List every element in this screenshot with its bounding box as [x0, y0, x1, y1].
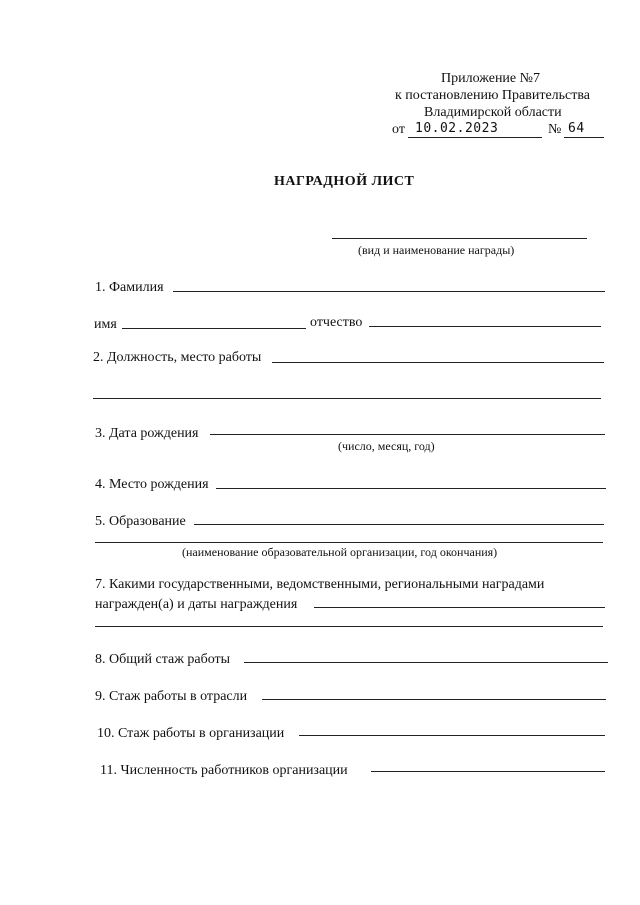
date-underline — [408, 137, 542, 138]
employee-count-label: 11. Численность работников организации — [100, 763, 348, 778]
position-field-continued[interactable] — [93, 398, 601, 399]
education-caption: (наименование образовательной организации, год окончания) — [182, 545, 498, 559]
resolution-date: 10.02.2023 — [415, 121, 499, 136]
industry-experience-label: 9. Стаж работы в отрасли — [95, 689, 248, 704]
education-field-continued[interactable] — [95, 542, 603, 543]
region-line: Владимирской области — [424, 105, 562, 120]
number-underline — [564, 137, 604, 138]
birthplace-field[interactable] — [216, 488, 606, 489]
org-experience-label: 10. Стаж работы в организации — [97, 726, 285, 741]
surname-field[interactable] — [173, 291, 605, 292]
awards-field-continued[interactable] — [95, 626, 603, 627]
award-field[interactable] — [332, 238, 587, 239]
employee-count-field[interactable] — [371, 771, 605, 772]
position-label: 2. Должность, место работы — [93, 350, 262, 365]
name-label: имя — [94, 317, 117, 332]
resolution-line: к постановлению Правительства — [395, 88, 591, 103]
surname-label: 1. Фамилия — [95, 280, 164, 295]
patronymic-label: отчество — [310, 315, 363, 330]
position-field[interactable] — [272, 362, 604, 363]
awards-label-line2: награжден(а) и даты награждения — [95, 597, 298, 612]
awards-field[interactable] — [314, 607, 605, 608]
org-experience-field[interactable] — [299, 735, 605, 736]
total-experience-field[interactable] — [244, 662, 608, 663]
total-experience-label: 8. Общий стаж работы — [95, 652, 231, 667]
name-field[interactable] — [122, 328, 306, 329]
birthdate-field[interactable] — [210, 434, 605, 435]
resolution-number: 64 — [568, 121, 585, 136]
award-caption: (вид и наименование награды) — [358, 243, 515, 257]
appendix-number: Приложение №7 — [441, 71, 540, 86]
education-field[interactable] — [194, 524, 604, 525]
birthdate-label: 3. Дата рождения — [95, 426, 199, 441]
number-prefix: № — [548, 122, 562, 137]
page-title: НАГРАДНОЙ ЛИСТ — [274, 174, 415, 189]
education-label: 5. Образование — [95, 514, 186, 529]
industry-experience-field[interactable] — [262, 699, 606, 700]
patronymic-field[interactable] — [369, 326, 601, 327]
birthdate-caption: (число, месяц, год) — [338, 439, 435, 453]
awards-label-line1: 7. Какими государственными, ведомственными, региональными наградами — [95, 577, 545, 592]
date-prefix: от — [392, 122, 405, 137]
birthplace-label: 4. Место рождения — [95, 477, 209, 492]
